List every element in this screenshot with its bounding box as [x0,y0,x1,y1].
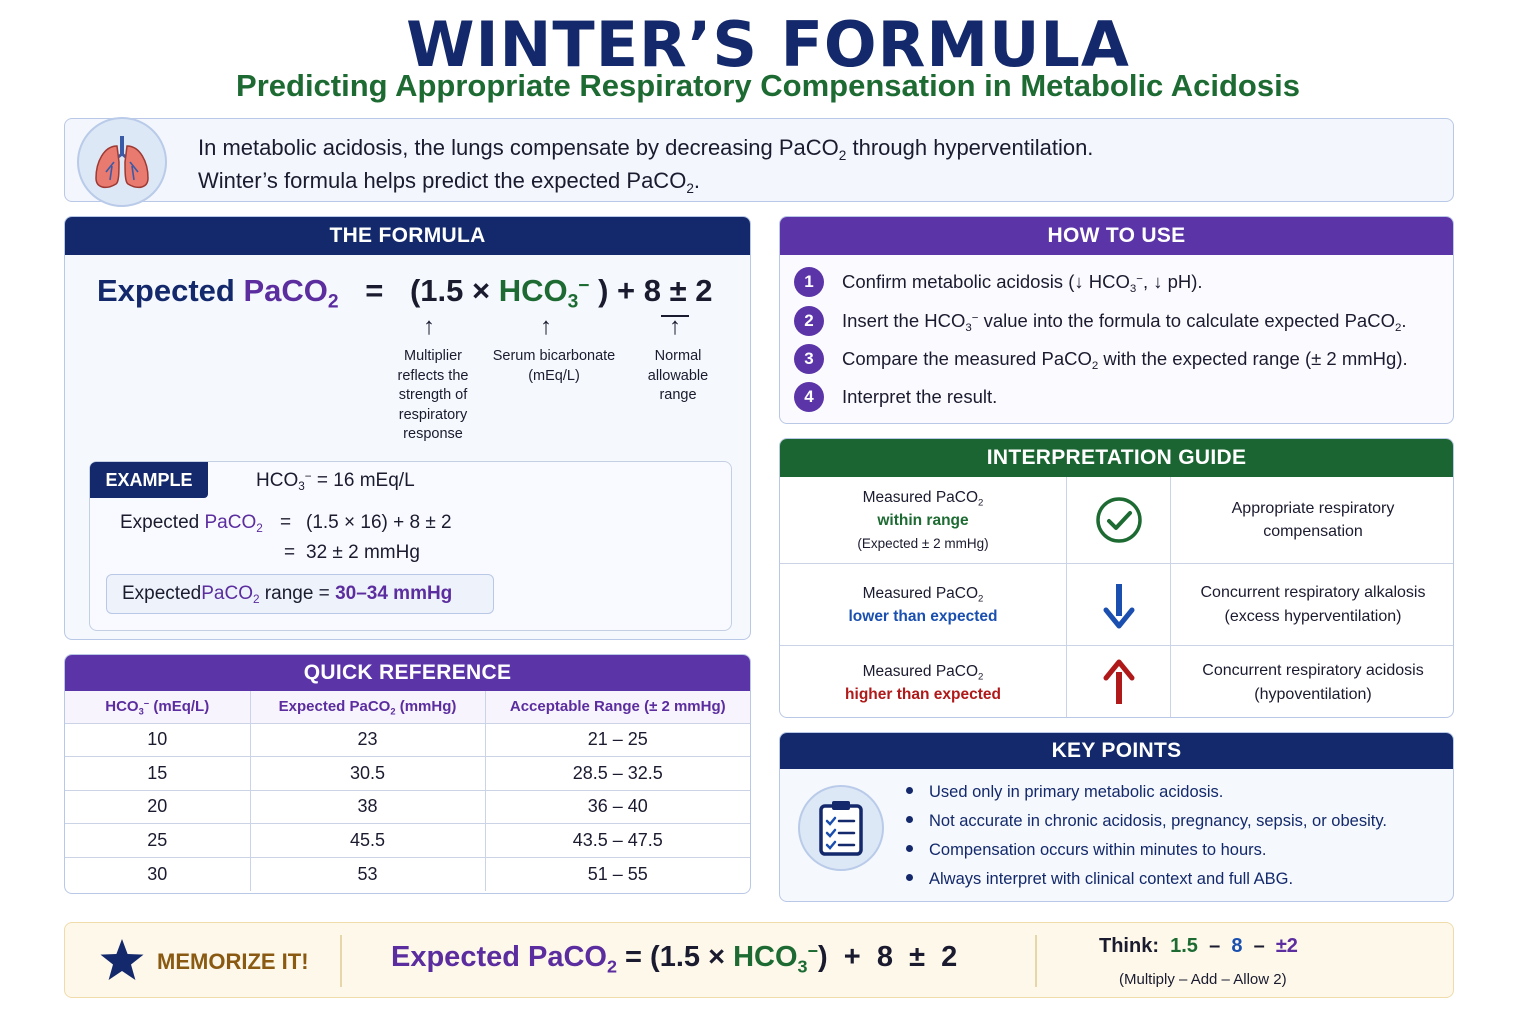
quick-reference-table [65,691,750,891]
subscript: 2 [390,706,396,717]
calc-result: 32 ± 2 mmHg [306,542,420,563]
key-points-panel [779,732,1454,902]
interpretation-row-lower [780,563,1454,645]
memo-expected [391,941,617,977]
think-dash: – [1209,935,1221,957]
memo-equals: = [616,941,651,973]
column-header-expected [250,691,485,723]
table-row [65,857,750,891]
formula-close: ) + 8 ± 2 [598,273,713,308]
subscript: 3 [965,322,972,334]
formula-hco3 [498,273,590,313]
how-to-use-panel [779,216,1454,424]
key-point [906,783,1223,802]
key-point-text: Used only in primary metabolic acidosis. [929,783,1224,801]
example-tag: EXAMPLE [90,462,208,498]
step-2 [794,306,1407,336]
column-header-hco3 [65,691,250,723]
step-1 [794,267,1203,297]
step-number: 1 [794,267,824,297]
subscript: 2 [256,522,263,536]
subscript: 2 [252,593,260,607]
range-value: 30–34 mmHg [335,583,453,604]
subscript: 3 [1129,283,1137,295]
memo-close: ) + 8 ± 2 [818,941,958,973]
annotation-normal: Normal allowable range [647,348,709,403]
measured-cell [780,564,1066,645]
subscript: 2 [838,147,847,163]
key-point [906,812,1387,831]
range-word: range = [259,583,336,604]
step-text-a: Insert the HCO [842,310,966,331]
column-header-range: Acceptable Range (± 2 mmHg) [485,691,750,723]
step-text [842,348,1408,370]
memorize-think [1099,935,1298,958]
key-point-text: Always interpret with clinical context and full ABG. [929,870,1294,888]
key-point-text: Not accurate in chronic acidosis, pregnancy, sepsis, or obesity. [929,812,1387,830]
given-value: = 16 mEq/L [311,470,415,491]
star-icon [99,937,145,988]
quick-reference-panel [64,654,751,894]
hco-text: HCO [498,273,568,308]
subscript: 2 [978,496,984,508]
bullet-icon [906,845,913,852]
example-given [256,470,415,492]
step-3 [794,344,1408,374]
how-to-use-heading: HOW TO USE [780,217,1453,255]
interpretation-row-higher [780,645,1454,718]
formula-expression [97,273,713,313]
superscript: − [304,470,312,484]
col2-unit: (mmHg) [395,698,457,716]
subscript: 2 [327,291,339,313]
subscript: 2 [978,670,984,682]
table-row [65,757,750,791]
arrow-up-serum: ↑ [540,313,552,340]
measured-label [863,582,984,605]
expected-range-box [106,574,494,614]
calc-equals-2: = [284,542,296,563]
cell: 28.5 – 32.5 [485,757,750,791]
cell: 20 [65,790,250,824]
intro-line1-end: through hyperventilation. [846,135,1094,160]
measured-cell [780,646,1066,718]
col2-text: Expected PaCO [278,698,391,716]
measured-label [863,660,984,683]
step-number: 4 [794,382,824,412]
think-allow: ±2 [1275,935,1298,957]
table-header-row [65,691,750,723]
superscript: − [143,698,150,709]
table-row [65,723,750,757]
range-expected: Expected [122,583,202,604]
measured-text: Measured PaCO [862,662,979,680]
status-note: (Expected ± 2 mmHg) [857,535,989,551]
think-multiply: 1.5 [1170,935,1198,957]
measured-text: Measured PaCO [862,584,979,602]
calc-equals: = [280,512,292,533]
step-number: 3 [794,344,824,374]
measured-text: Measured PaCO [862,488,979,506]
subscript: 3 [797,956,808,977]
calc-paco [204,512,263,536]
arrow-up-icon [1066,646,1171,718]
hco-text: HCO [733,941,798,973]
think-label: Think: [1099,935,1159,957]
lungs-icon [77,117,167,207]
cell: 51 – 55 [587,863,648,884]
paco-text: PaCO [201,583,253,604]
table-row [65,824,750,858]
formula-expected: Expected [97,273,235,308]
result-alkalosis: Concurrent respiratory alkalosis (excess hyperventilation) [1200,584,1426,625]
intro-line1: In metabolic acidosis, the lungs compensate by decreasing PaCO [198,135,839,160]
formula-open: (1.5 × [409,273,491,308]
key-point [906,870,1293,889]
memorize-formula [391,941,958,977]
superscript: − [807,941,819,962]
cell: 53 [250,857,485,891]
result-acidosis: Concurrent respiratory acidosis (hypoventilation) [1202,662,1424,703]
divider [340,935,342,987]
calc-expression: (1.5 × 16) + 8 ± 2 [306,512,452,533]
status-within: within range [877,511,969,529]
intro-line2: Winter’s formula helps predict the expected PaCO [198,168,687,193]
expected-text: Expected PaCO [391,941,607,973]
step-text: Interpret the result. [842,386,998,407]
quick-reference-heading: QUICK REFERENCE [65,655,750,691]
formula-equals: = [365,273,384,308]
divider [1035,935,1037,987]
col1-unit: (mEq/L) [149,698,210,716]
step-text-a: Compare the measured PaCO [842,348,1092,369]
cell: 25 [65,824,250,858]
subscript: 2 [1091,360,1099,372]
cell: 43.5 – 47.5 [485,824,750,858]
arrow-up-range: ↑ [669,313,681,340]
cell: 30.5 [250,757,485,791]
step-text [842,310,1407,332]
think-add: 8 [1231,935,1243,957]
step-number: 2 [794,306,824,336]
page-subtitle: Predicting Appropriate Respiratory Compensation in Metabolic Acidosis [236,68,1300,103]
hco-text: HCO [256,470,299,491]
arrow-down-icon [1066,564,1171,645]
status-higher: higher than expected [845,685,1001,703]
formula-heading: THE FORMULA [65,217,750,255]
intro-text [198,131,1093,197]
subscript: 3 [567,291,579,313]
cell: 15 [65,757,250,791]
cell: 36 – 40 [485,790,750,824]
formula-paco [243,273,339,313]
subscript: 3 [138,706,144,717]
measured-label [863,486,984,509]
subscript: 3 [298,480,305,494]
cell: 45.5 [250,824,485,858]
cell: 30 [65,857,250,891]
key-point-text: Compensation occurs within minutes to hours. [929,841,1267,859]
status-lower: lower than expected [848,607,998,625]
col1-text: HCO [105,698,139,716]
memo-open: (1.5 × [650,941,734,973]
check-circle-icon [1066,477,1171,563]
think-dash: – [1253,935,1265,957]
superscript: − [1136,273,1143,286]
key-point [906,841,1267,860]
bullet-icon [906,816,913,823]
step-text-b: , ↓ pH). [1142,271,1203,292]
memorize-label: MEMORIZE IT! [157,949,309,974]
paco-text: PaCO [243,273,328,308]
interpretation-panel [779,438,1454,718]
annotation-serum: Serum bicarbonate (mEq/L) [492,348,616,384]
page-title: WINTER’S FORMULA [406,8,1130,81]
memo-hco3 [733,941,819,977]
range-paco [201,583,259,605]
measured-cell [780,477,1066,563]
subscript: 2 [686,180,694,196]
step-text-b: value into the formula to calculate expected PaCO [978,310,1395,331]
clipboard-checklist-icon [798,785,884,871]
bullet-icon [906,874,913,881]
step-text-a: Confirm metabolic acidosis (↓ HCO [842,271,1130,292]
step-text-b: with the expected range (± 2 mmHg). [1098,348,1408,369]
table-row [65,790,750,824]
result-appropriate: Appropriate respiratory compensation [1231,499,1395,540]
interpretation-heading: INTERPRETATION GUIDE [780,439,1453,477]
paco-text: PaCO [204,512,257,533]
step-4 [794,382,997,412]
arrow-up-multiplier: ↑ [423,313,435,340]
subscript: 2 [1394,322,1402,334]
step-text-c: . [1401,310,1407,331]
key-points-heading: KEY POINTS [780,733,1453,769]
superscript: − [578,275,590,297]
cell: 38 [250,790,485,824]
interpretation-row-within [780,477,1454,563]
annotation-multiplier: Multiplier reflects the strength of respiratory response [397,348,469,442]
memorize-think-subtitle: (Multiply – Add – Allow 2) [1119,971,1287,988]
intro-line2-end: . [693,168,701,193]
memorize-bar [64,922,1454,998]
example-box [89,461,732,631]
calc-expected: Expected [120,512,205,533]
cell: 23 [250,723,485,757]
subscript: 2 [978,592,984,604]
cell: 10 [65,723,250,757]
step-text [842,271,1203,293]
cell: 21 – 25 [485,723,750,757]
example-calc-line [120,512,263,534]
formula-panel [64,216,751,640]
superscript: − [971,312,979,325]
bullet-icon [906,787,913,794]
intro-box [64,118,1454,202]
subscript: 2 [606,956,617,977]
